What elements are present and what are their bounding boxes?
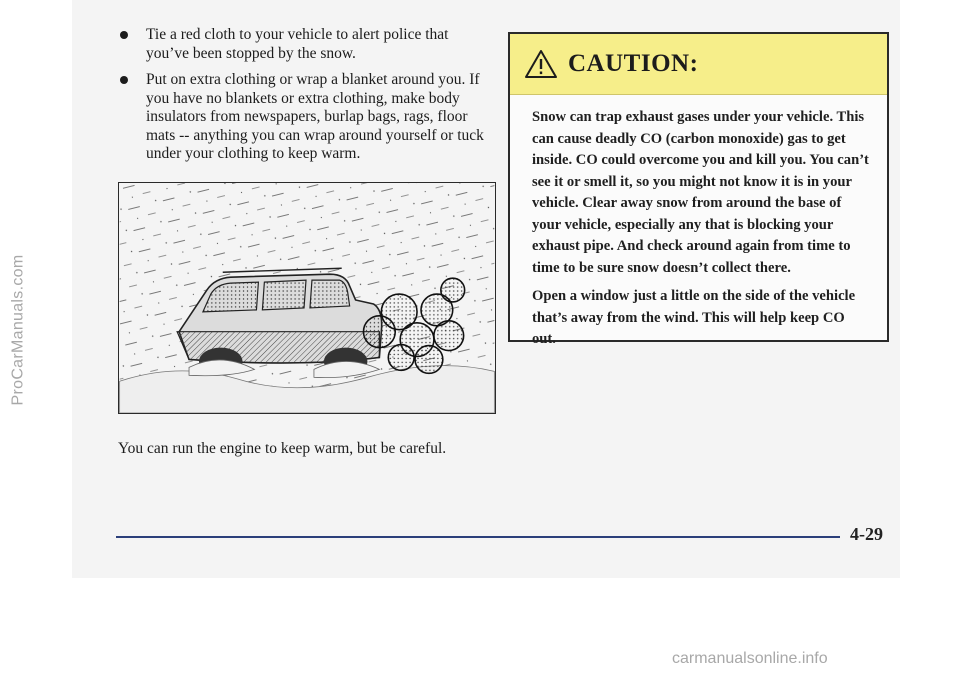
bullet-dot-icon (120, 76, 128, 84)
caution-header (510, 34, 887, 95)
bullet-item (118, 71, 490, 164)
bullet-list (118, 26, 490, 172)
body-text: You can run the engine to keep warm, but be careful. (118, 440, 447, 457)
bullet-text: Tie a red cloth to your vehicle to alert police that you’ve been stopped by the snow. (146, 26, 449, 62)
bullet-text: Put on extra clothing or wrap a blanket around you. If you have no blankets or extra clothing, make body insulators from newspapers, burlap bags, rags, floor mats -- anything you can wrap around yourself or tuck under your clothing to keep warm. (146, 71, 484, 162)
caution-paragraph: Open a window just a little on the side of the vehicle that’s away from the wind. This will help keep CO out. (532, 288, 856, 347)
warning-triangle-icon (524, 49, 558, 79)
bullet-dot-icon (120, 31, 128, 39)
vehicle-stuck-in-snow-illustration (119, 183, 495, 413)
caution-paragraph: Snow can trap exhaust gases under your vehicle. This can cause deadly CO (carbon monoxide) gas to get inside. CO could overcome you and kill you. You can’t see it or smell it, so you might not know it is in your vehicle. Clear away snow from around the base of your vehicle, especially any that is blocking your exhaust pipe. And check around again from time to time to be sure snow doesn’t collect there. (532, 109, 869, 276)
caution-box (508, 32, 889, 347)
vehicle-in-snow-figure (118, 182, 496, 414)
side-watermark (6, 120, 30, 540)
bullet-item (118, 26, 490, 63)
bottom-watermark: carmanualsonline.info (672, 650, 828, 667)
footer-rule (116, 536, 840, 538)
caution-body (510, 95, 887, 351)
caution-title: CAUTION: (568, 50, 699, 77)
side-watermark-text: ProCarManuals.com (9, 254, 26, 406)
page-number: 4-29 (850, 524, 883, 544)
